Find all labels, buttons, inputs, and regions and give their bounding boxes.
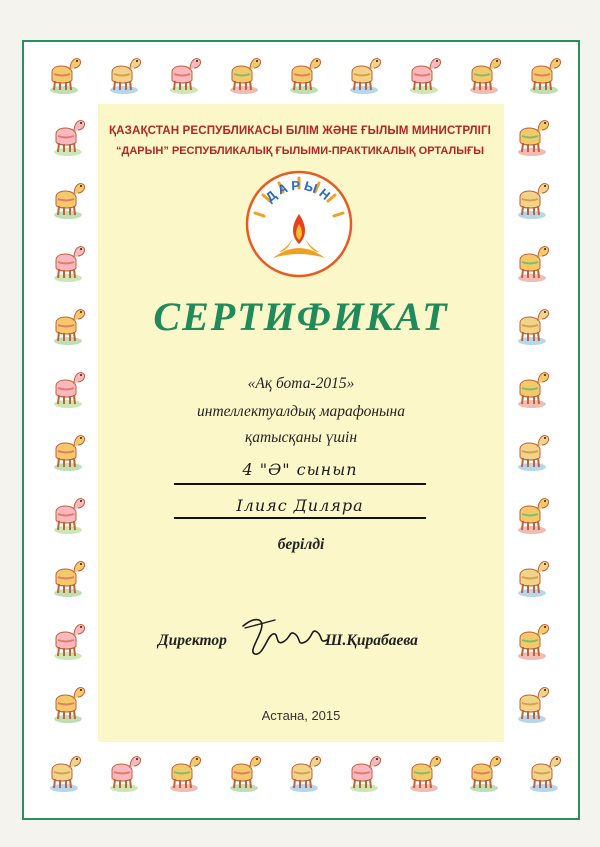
camel-lamb-icon <box>280 50 328 98</box>
student-name-handwritten: Ілияс Диляра <box>236 496 364 515</box>
camel-lamb-icon <box>44 616 92 664</box>
city-year: Астана, 2015 <box>261 708 341 723</box>
camel-lamb-icon <box>280 748 328 796</box>
camel-lamb-icon <box>508 112 556 160</box>
camel-lamb-icon <box>220 748 268 796</box>
camel-lamb-icon <box>40 50 88 98</box>
camel-lamb-icon <box>460 50 508 98</box>
camel-lamb-icon <box>44 112 92 160</box>
camel-lamb-icon <box>508 616 556 664</box>
flame-sun-logo-icon <box>243 168 355 280</box>
camel-lamb-icon <box>508 301 556 349</box>
camel-lamb-icon <box>508 679 556 727</box>
camel-lamb-icon <box>460 748 508 796</box>
camel-lamb-icon <box>44 427 92 475</box>
camel-lamb-icon <box>508 490 556 538</box>
ministry-header: ҚАЗАҚСТАН РЕСПУБЛИКАСЫ БІЛІМ ЖӘНЕ ҒЫЛЫМ МИНИСТРЛІГІ <box>109 124 491 137</box>
camel-lamb-icon <box>340 748 388 796</box>
camel-lamb-icon <box>508 238 556 286</box>
given-text: берілді <box>277 536 325 553</box>
student-line <box>174 517 426 519</box>
camel-lamb-icon <box>508 553 556 601</box>
camel-lamb-icon <box>44 490 92 538</box>
event-name: «Ақ бота-2015» <box>247 375 355 392</box>
certificate-title: СЕРТИФИКАТ <box>153 294 449 339</box>
camel-lamb-icon <box>100 50 148 98</box>
camel-lamb-icon <box>44 175 92 223</box>
camel-lamb-icon <box>160 50 208 98</box>
reason-text: қатысқаны үшін <box>244 429 358 446</box>
grade-line <box>174 483 426 485</box>
camel-lamb-icon <box>44 238 92 286</box>
camel-lamb-icon <box>44 301 92 349</box>
camel-lamb-icon <box>160 748 208 796</box>
grade-handwritten: 4 "Ә" сынып <box>242 460 358 479</box>
camel-lamb-icon <box>508 427 556 475</box>
camel-lamb-icon <box>220 50 268 98</box>
event-type: интеллектуалдық марафонына <box>197 403 405 420</box>
camel-lamb-icon <box>520 748 568 796</box>
camel-lamb-icon <box>400 748 448 796</box>
camel-lamb-icon <box>520 50 568 98</box>
camel-lamb-icon <box>44 679 92 727</box>
center-header: “ДАРЫН” РЕСПУБЛИКАЛЫҚ ҒЫЛЫМИ-ПРАКТИКАЛЫҚ ОРТАЛЫҒЫ <box>115 145 484 157</box>
camel-lamb-icon <box>340 50 388 98</box>
camel-lamb-icon <box>508 175 556 223</box>
camel-lamb-icon <box>508 364 556 412</box>
camel-lamb-icon <box>44 364 92 412</box>
camel-lamb-icon <box>400 50 448 98</box>
director-signature <box>235 612 335 662</box>
daryn-logo <box>243 168 355 280</box>
logo-text: ДАРЫН <box>262 177 336 205</box>
camel-lamb-icon <box>100 748 148 796</box>
director-name: Ш.Қирабаева <box>325 632 418 649</box>
camel-lamb-icon <box>44 553 92 601</box>
camel-lamb-icon <box>40 748 88 796</box>
director-label: Директор <box>158 632 227 649</box>
